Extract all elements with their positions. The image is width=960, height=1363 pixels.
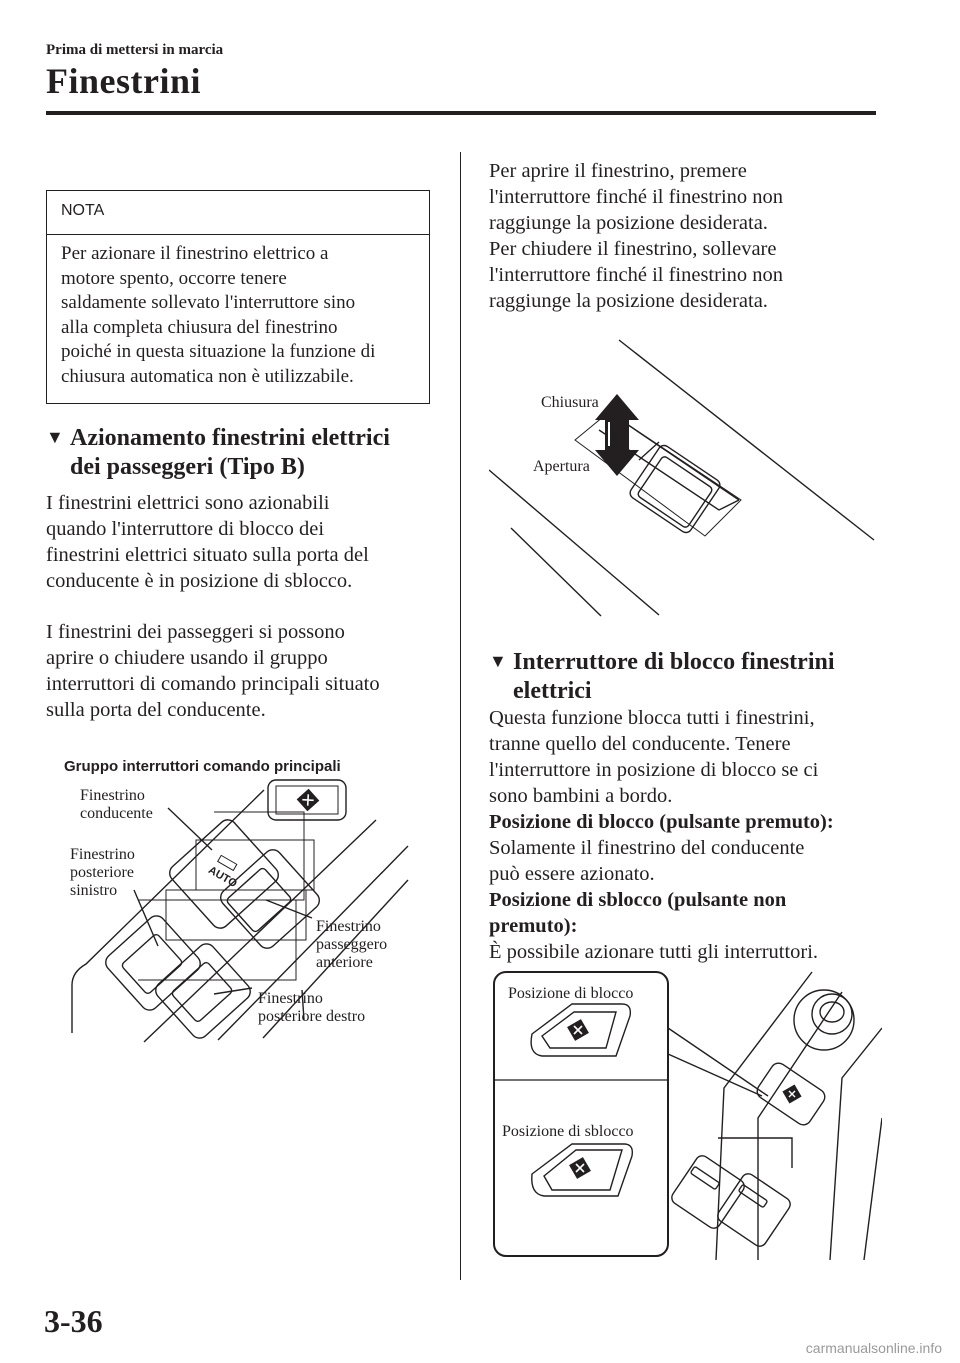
up-down-arrow-icon (595, 394, 639, 476)
text-line: quando l'interruttore di blocco dei (46, 518, 325, 540)
label-line: Finestrino (316, 918, 381, 935)
label-line: Finestrino (258, 990, 323, 1007)
note-body (47, 235, 429, 389)
text-line: Questa funzione blocca tutti i finestrini, (489, 707, 815, 729)
label-line: Finestrino (70, 846, 135, 863)
figure-main-switch-group (46, 750, 446, 1050)
figure-switch-open-close (489, 330, 879, 620)
text-line: conducente è in posizione di sblocco. (46, 570, 353, 592)
section-heading-passenger-windows (46, 423, 446, 482)
text-line: I finestrini elettrici sono azionabili (46, 492, 330, 514)
text-line: l'interruttore in posizione di blocco se ci (489, 759, 819, 781)
label-line: sinistro (70, 882, 118, 899)
note-heading: NOTA (47, 191, 429, 235)
section-heading-window-lock (489, 647, 889, 706)
label-line: anteriore (316, 954, 373, 971)
auto-marking: AUTO (206, 864, 239, 891)
label-rear-right-window (258, 990, 365, 1026)
text-line: Solamente il finestrino del conducente (489, 837, 805, 859)
label-line: passeggero (316, 936, 388, 953)
unlock-position-title: premuto): (489, 915, 578, 937)
text-line: può essere azionato. (489, 863, 655, 885)
text-line: È possibile azionare tutti gli interruttori. (489, 941, 819, 963)
section-label: Prima di mettersi in marcia (46, 42, 224, 58)
note-line: Per azionare il finestrino elettrico a (61, 243, 329, 264)
paragraph-open-close (489, 158, 879, 314)
page-number: 3-36 (44, 1303, 103, 1339)
text-line: sulla porta del conducente. (46, 699, 266, 721)
text-line: Per chiudere il finestrino, sollevare (489, 238, 777, 260)
heading-line: dei passeggeri (Tipo B) (70, 454, 305, 480)
heading-line: elettrici (513, 678, 592, 704)
triangle-bullet-icon: ▼ (46, 427, 64, 447)
heading-line: Azionamento finestrini elettrici (70, 425, 390, 451)
note-line: poiché in questa situazione la funzione di (61, 341, 376, 362)
paragraph (46, 490, 446, 594)
label-line: posteriore destro (258, 1008, 366, 1025)
text-line: I finestrini dei passeggeri si possono (46, 621, 345, 643)
note-line: alla completa chiusura del finestrino (61, 316, 338, 338)
text-line: Per aprire il finestrino, premere (489, 160, 747, 182)
label-line: posteriore (70, 864, 134, 881)
lock-switch-illustration (492, 968, 882, 1260)
note-line: saldamente sollevato l'interruttore sino (61, 292, 356, 313)
chapter-title: Finestrini (46, 61, 201, 101)
label-lock-position: Posizione di blocco (508, 985, 634, 1002)
paragraph-lock (489, 705, 889, 965)
label-close: Chiusura (541, 394, 599, 411)
text-line: raggiunge la posizione desiderata. (489, 212, 768, 234)
lock-position-title: Posizione di blocco (pulsante premuto): (489, 811, 834, 833)
label-unlock-position: Posizione di sblocco (502, 1123, 634, 1140)
label-rear-left-window (70, 846, 135, 900)
text-line: finestrini elettrici situato sulla porta del (46, 544, 369, 566)
text-line: l'interruttore finché il finestrino non (489, 264, 784, 286)
label-line: conducente (80, 805, 153, 822)
watermark: carmanualsonline.info (805, 1340, 942, 1356)
triangle-bullet-icon: ▼ (489, 651, 507, 671)
figure-lock-switch (492, 968, 882, 1260)
heading-line: Interruttore di blocco finestrini (513, 649, 835, 675)
note-box (46, 190, 430, 404)
header-rule (46, 111, 876, 115)
label-open: Apertura (533, 458, 590, 475)
text-line: tranne quello del conducente. Tenere (489, 733, 791, 755)
label-line: Finestrino (80, 787, 145, 804)
text-line: l'interruttore finché il finestrino non (489, 186, 784, 208)
text-line: aprire o chiudere usando il gruppo (46, 647, 328, 669)
note-line: motore spento, occorre tenere (61, 267, 287, 289)
note-line: chiusura automatica non è utilizzabile. (61, 365, 354, 387)
unlock-position-title: Posizione di sblocco (pulsante non (489, 889, 787, 911)
text-line: sono bambini a bordo. (489, 785, 673, 807)
text-line: raggiunge la posizione desiderata. (489, 290, 768, 312)
text-line: interruttori di comando principali situato (46, 673, 380, 695)
label-front-passenger-window (316, 918, 387, 972)
lock-symbol-icon (297, 789, 320, 812)
paragraph (46, 619, 446, 723)
label-driver-window (80, 787, 153, 823)
figure-title: Gruppo interruttori comando principali (64, 758, 341, 775)
column-divider (460, 152, 461, 1280)
